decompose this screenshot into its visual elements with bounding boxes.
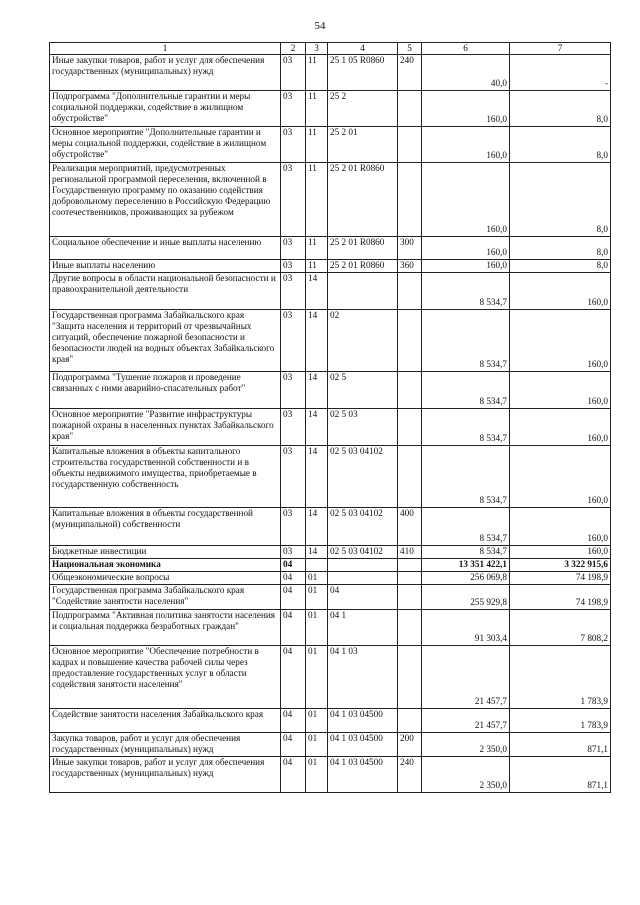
row-name-cell: Государственная программа Забайкальского края "Защита населения и территорий от чрезвычайных ситуаций, обеспечение пожарной безопасности и безопасности людей на водных объектах Забайкальского края" [50, 310, 281, 372]
target-article-cell: 04 1 03 04500 [328, 733, 398, 757]
amount-1-cell: 160,0 [422, 127, 510, 163]
expense-type-cell [398, 127, 422, 163]
section-code-cell: 04 [281, 572, 306, 585]
subsection-code-cell: 14 [306, 546, 328, 559]
amount-1-cell: 160,0 [422, 91, 510, 127]
amount-2-cell: 871,1 [510, 757, 611, 793]
budget-table [49, 42, 611, 793]
amount-2-cell: 160,0 [510, 546, 611, 559]
section-code-cell: 04 [281, 559, 306, 572]
section-code-cell: 03 [281, 55, 306, 91]
expense-type-cell [398, 163, 422, 237]
amount-2-cell: 8,0 [510, 127, 611, 163]
section-code-cell: 04 [281, 757, 306, 793]
section-code-cell: 03 [281, 372, 306, 409]
expense-type-cell [398, 409, 422, 446]
table-row [50, 508, 611, 546]
subsection-code-cell: 11 [306, 260, 328, 273]
header-cell: 3 [306, 43, 328, 55]
table-row [50, 709, 611, 733]
target-article-cell [328, 559, 398, 572]
table-row [50, 91, 611, 127]
expense-type-cell: 300 [398, 237, 422, 260]
target-article-cell: 02 5 03 04102 [328, 546, 398, 559]
row-name-cell: Национальная экономика [50, 559, 281, 572]
target-article-cell: 02 5 03 04102 [328, 508, 398, 546]
section-code-cell: 03 [281, 446, 306, 508]
target-article-cell: 25 2 01 [328, 127, 398, 163]
amount-2-cell: 8,0 [510, 91, 611, 127]
subsection-code-cell [306, 559, 328, 572]
subsection-code-cell: 14 [306, 273, 328, 310]
row-name-cell: Бюджетные инвестиции [50, 546, 281, 559]
expense-type-cell: 240 [398, 757, 422, 793]
amount-2-cell: - [510, 55, 611, 91]
amount-1-cell: 160,0 [422, 237, 510, 260]
subsection-code-cell: 14 [306, 446, 328, 508]
target-article-cell [328, 273, 398, 310]
amount-2-cell: 160,0 [510, 273, 611, 310]
subsection-code-cell: 14 [306, 310, 328, 372]
amount-1-cell: 2 350,0 [422, 733, 510, 757]
section-code-cell: 04 [281, 610, 306, 646]
target-article-cell: 25 2 [328, 91, 398, 127]
amount-2-cell: 160,0 [510, 409, 611, 446]
row-name-cell: Иные закупки товаров, работ и услуг для обеспечения государственных (муниципальных) нужд [50, 55, 281, 91]
table-row [50, 409, 611, 446]
subsection-code-cell: 01 [306, 709, 328, 733]
amount-2-cell: 74 198,9 [510, 585, 611, 610]
amount-1-cell: 8 534,7 [422, 372, 510, 409]
amount-1-cell: 160,0 [422, 260, 510, 273]
header-cell: 1 [50, 43, 281, 55]
expense-type-cell [398, 709, 422, 733]
subsection-code-cell: 01 [306, 572, 328, 585]
expense-type-cell [398, 646, 422, 709]
target-article-cell: 25 2 01 R0860 [328, 260, 398, 273]
table-row [50, 310, 611, 372]
row-name-cell: Подпрограмма "Тушение пожаров и проведение связанных с ними аварийно-спасательных работ" [50, 372, 281, 409]
table-row [50, 733, 611, 757]
expense-type-cell: 360 [398, 260, 422, 273]
subsection-code-cell: 01 [306, 733, 328, 757]
amount-1-cell: 8 534,7 [422, 508, 510, 546]
header-cell: 4 [328, 43, 398, 55]
target-article-cell: 02 5 03 [328, 409, 398, 446]
expense-type-cell: 200 [398, 733, 422, 757]
expense-type-cell [398, 372, 422, 409]
amount-1-cell: 255 929,8 [422, 585, 510, 610]
amount-1-cell: 8 534,7 [422, 546, 510, 559]
section-code-cell: 03 [281, 273, 306, 310]
subsection-code-cell: 14 [306, 372, 328, 409]
subsection-code-cell: 11 [306, 55, 328, 91]
section-code-cell: 04 [281, 585, 306, 610]
expense-type-cell [398, 273, 422, 310]
target-article-cell: 04 1 [328, 610, 398, 646]
row-name-cell: Основное мероприятие "Дополнительные гарантии и меры социальной поддержки, содействие в жилищном обустройстве" [50, 127, 281, 163]
amount-1-cell: 21 457,7 [422, 709, 510, 733]
table-row [50, 757, 611, 793]
amount-1-cell: 40,0 [422, 55, 510, 91]
table-row [50, 546, 611, 559]
target-article-cell: 04 1 03 [328, 646, 398, 709]
amount-1-cell: 91 303,4 [422, 610, 510, 646]
target-article-cell [328, 572, 398, 585]
amount-1-cell: 256 069,8 [422, 572, 510, 585]
target-article-cell: 25 2 01 R0860 [328, 237, 398, 260]
amount-1-cell: 8 534,7 [422, 310, 510, 372]
section-code-cell: 03 [281, 546, 306, 559]
amount-2-cell: 1 783,9 [510, 709, 611, 733]
amount-2-cell: 1 783,9 [510, 646, 611, 709]
expense-type-cell [398, 91, 422, 127]
section-code-cell: 03 [281, 508, 306, 546]
target-article-cell: 25 1 05 R0860 [328, 55, 398, 91]
target-article-cell: 04 1 03 04500 [328, 757, 398, 793]
table-row [50, 55, 611, 91]
subsection-code-cell: 01 [306, 646, 328, 709]
table-row [50, 163, 611, 237]
section-code-cell: 04 [281, 646, 306, 709]
section-code-cell: 04 [281, 709, 306, 733]
subsection-code-cell: 11 [306, 237, 328, 260]
subsection-code-cell: 14 [306, 508, 328, 546]
row-name-cell: Капитальные вложения в объекты государственной (муниципальной) собственности [50, 508, 281, 546]
target-article-cell: 04 1 03 04500 [328, 709, 398, 733]
subsection-code-cell: 11 [306, 163, 328, 237]
amount-2-cell: 8,0 [510, 237, 611, 260]
table-row [50, 260, 611, 273]
amount-1-cell: 8 534,7 [422, 409, 510, 446]
table-row [50, 237, 611, 260]
target-article-cell: 02 5 [328, 372, 398, 409]
subsection-code-cell: 11 [306, 91, 328, 127]
table-row [50, 610, 611, 646]
expense-type-cell [398, 446, 422, 508]
section-code-cell: 03 [281, 127, 306, 163]
expense-type-cell [398, 610, 422, 646]
row-name-cell: Общеэкономические вопросы [50, 572, 281, 585]
row-name-cell: Содействие занятости населения Забайкальского края [50, 709, 281, 733]
target-article-cell: 04 [328, 585, 398, 610]
header-cell: 6 [422, 43, 510, 55]
table-row [50, 446, 611, 508]
target-article-cell: 02 5 03 04102 [328, 446, 398, 508]
header-cell: 5 [398, 43, 422, 55]
expense-type-cell [398, 572, 422, 585]
amount-1-cell: 2 350,0 [422, 757, 510, 793]
target-article-cell: 25 2 01 R0860 [328, 163, 398, 237]
table-row [50, 585, 611, 610]
subsection-code-cell: 14 [306, 409, 328, 446]
row-name-cell: Подпрограмма "Дополнительные гарантии и меры социальной поддержки, содействие в жилищном обустройстве" [50, 91, 281, 127]
section-code-cell: 03 [281, 237, 306, 260]
table-row [50, 372, 611, 409]
amount-2-cell: 7 808,2 [510, 610, 611, 646]
amount-2-cell: 871,1 [510, 733, 611, 757]
header-cell: 7 [510, 43, 611, 55]
amount-1-cell: 8 534,7 [422, 446, 510, 508]
expense-type-cell: 410 [398, 546, 422, 559]
table-row [50, 273, 611, 310]
row-name-cell: Иные закупки товаров, работ и услуг для обеспечения государственных (муниципальных) нужд [50, 757, 281, 793]
row-name-cell: Социальное обеспечение и иные выплаты населению [50, 237, 281, 260]
target-article-cell: 02 [328, 310, 398, 372]
row-name-cell: Другие вопросы в области национальной безопасности и правоохранительной деятельности [50, 273, 281, 310]
header-cell: 2 [281, 43, 306, 55]
subsection-code-cell: 01 [306, 610, 328, 646]
table-row [50, 127, 611, 163]
amount-2-cell: 160,0 [510, 372, 611, 409]
section-code-cell: 03 [281, 310, 306, 372]
row-name-cell: Подпрограмма "Активная политика занятости населения и социальная поддержка безработных граждан" [50, 610, 281, 646]
table-row [50, 559, 611, 572]
amount-2-cell: 8,0 [510, 260, 611, 273]
row-name-cell: Основное мероприятие "Развитие инфраструктуры пожарной охраны в населенных пунктах Забайкальского края" [50, 409, 281, 446]
row-name-cell: Государственная программа Забайкальского края "Содействие занятости населения" [50, 585, 281, 610]
amount-1-cell: 8 534,7 [422, 273, 510, 310]
section-code-cell: 03 [281, 260, 306, 273]
section-code-cell: 03 [281, 163, 306, 237]
expense-type-cell [398, 559, 422, 572]
amount-2-cell: 160,0 [510, 310, 611, 372]
subsection-code-cell: 01 [306, 585, 328, 610]
page-number: 54 [314, 20, 326, 32]
section-code-cell: 03 [281, 409, 306, 446]
expense-type-cell: 240 [398, 55, 422, 91]
row-name-cell: Закупка товаров, работ и услуг для обеспечения государственных (муниципальных) нужд [50, 733, 281, 757]
amount-2-cell: 160,0 [510, 508, 611, 546]
expense-type-cell [398, 310, 422, 372]
row-name-cell: Основное мероприятие "Обеспечение потребности в кадрах и повышение качества рабочей силы через предоставление государственных услуг в области содействия занятости населения" [50, 646, 281, 709]
amount-1-cell: 13 351 422,1 [422, 559, 510, 572]
table-row [50, 572, 611, 585]
amount-1-cell: 21 457,7 [422, 646, 510, 709]
row-name-cell: Иные выплаты населению [50, 260, 281, 273]
amount-2-cell: 8,0 [510, 163, 611, 237]
row-name-cell: Реализация мероприятий, предусмотренных региональной программой переселения, включенной в Государственную программу по оказанию содействия добровольному переселению в Российскую Федерацию соотечественников, проживающих за рубежом [50, 163, 281, 237]
subsection-code-cell: 01 [306, 757, 328, 793]
row-name-cell: Капитальные вложения в объекты капитального строительства государственной собственности и в объекты недвижимого имущества, приобретаемые в государственную собственность [50, 446, 281, 508]
section-code-cell: 03 [281, 91, 306, 127]
amount-1-cell: 160,0 [422, 163, 510, 237]
subsection-code-cell: 11 [306, 127, 328, 163]
section-code-cell: 04 [281, 733, 306, 757]
amount-2-cell: 3 322 915,6 [510, 559, 611, 572]
table-row [50, 646, 611, 709]
amount-2-cell: 160,0 [510, 446, 611, 508]
amount-2-cell: 74 198,9 [510, 572, 611, 585]
expense-type-cell [398, 585, 422, 610]
expense-type-cell: 400 [398, 508, 422, 546]
table-header-row [50, 43, 611, 55]
